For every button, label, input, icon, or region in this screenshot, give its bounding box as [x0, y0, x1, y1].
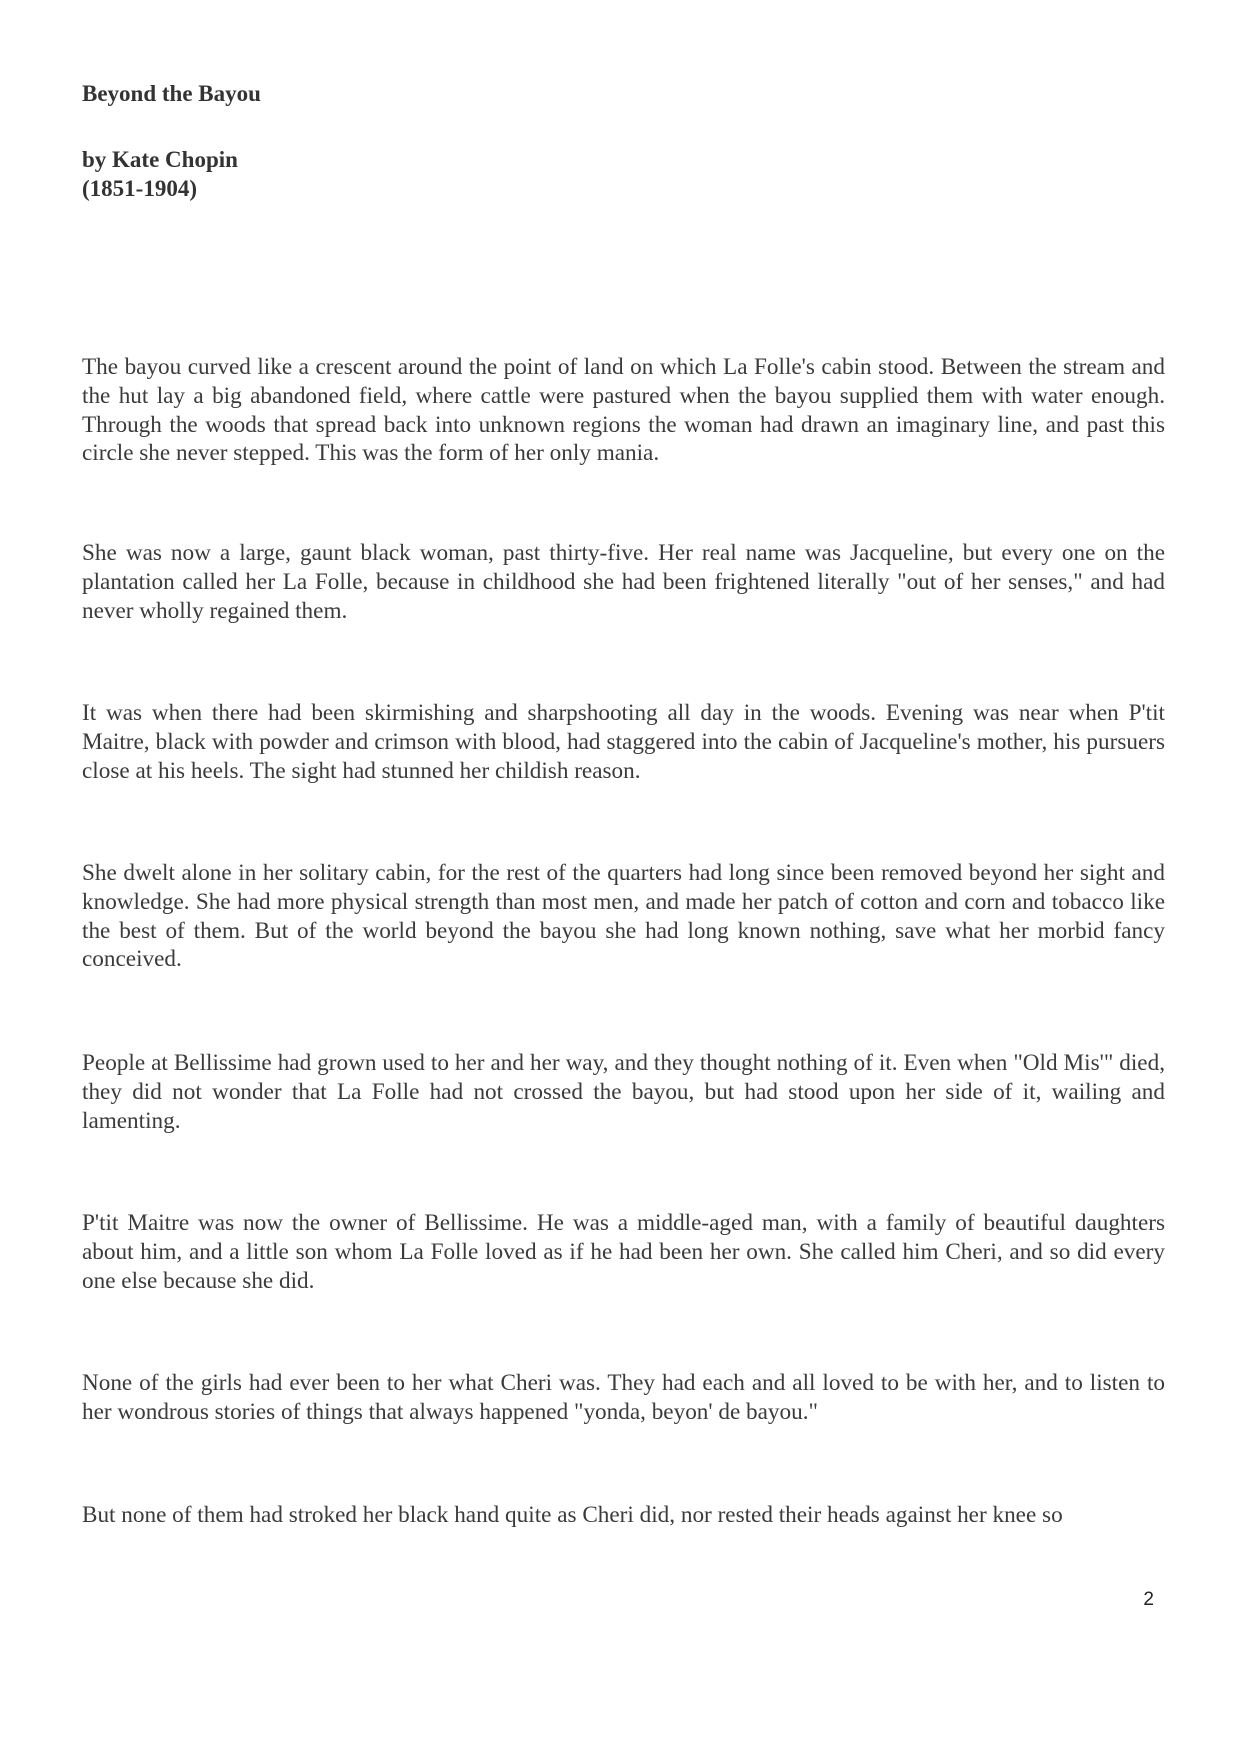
paragraph: People at Bellissime had grown used to her and her way, and they thought nothing of it. Even when "Old Mis'" died, they did not wonder that La Folle had not crossed the bayou, but had stood upon her side of it, wailing and lamenting.: [82, 1050, 1165, 1134]
paragraph: The bayou curved like a crescent around the point of land on which La Folle's cabin stood. Between the stream and the hut lay a big abandoned field, where cattle were pastured when the bayou supplied them with water enough. Through the woods that spread back into unknown regions the woman had drawn an imaginary line, and past this circle she never stepped. This was the form of her only mania.: [82, 354, 1165, 467]
paragraph: It was when there had been skirmishing and sharpshooting all day in the woods. Evening was near when P'tit Maitre, black with powder and crimson with blood, had staggered into the cabin of Jacqueline's mother, his pursuers close at his heels. The sight had stunned her childish reason.: [82, 700, 1165, 784]
paragraph: She was now a large, gaunt black woman, past thirty-five. Her real name was Jacqueline, but every one on the plantation called her La Folle, because in childhood she had been frightened literally "out of her senses," and had never wholly regained them.: [82, 540, 1165, 624]
story-title: Beyond the Bayou: [82, 81, 261, 106]
paragraph: P'tit Maitre was now the owner of Bellissime. He was a middle-aged man, with a family of beautiful daughters about him, and a little son whom La Folle loved as if he had been her own. She called him Cheri, and so did every one else because she did.: [82, 1210, 1165, 1294]
author-lifespan: (1851-1904): [82, 176, 197, 201]
paragraph: But none of them had stroked her black hand quite as Cheri did, nor rested their heads against her knee so: [82, 1502, 1063, 1528]
author-byline: by Kate Chopin: [82, 147, 238, 172]
page-number: 2: [1143, 1589, 1154, 1610]
paragraph: None of the girls had ever been to her what Cheri was. They had each and all loved to be with her, and to listen to her wondrous stories of things that always happened "yonda, beyon' de bayou.": [82, 1370, 1165, 1425]
paragraph: She dwelt alone in her solitary cabin, for the rest of the quarters had long since been removed beyond her sight and knowledge. She had more physical strength than most men, and made her patch of cotton and corn and tobacco like the best of them. But of the world beyond the bayou she had long known nothing, save what her morbid fancy conceived.: [82, 860, 1165, 973]
